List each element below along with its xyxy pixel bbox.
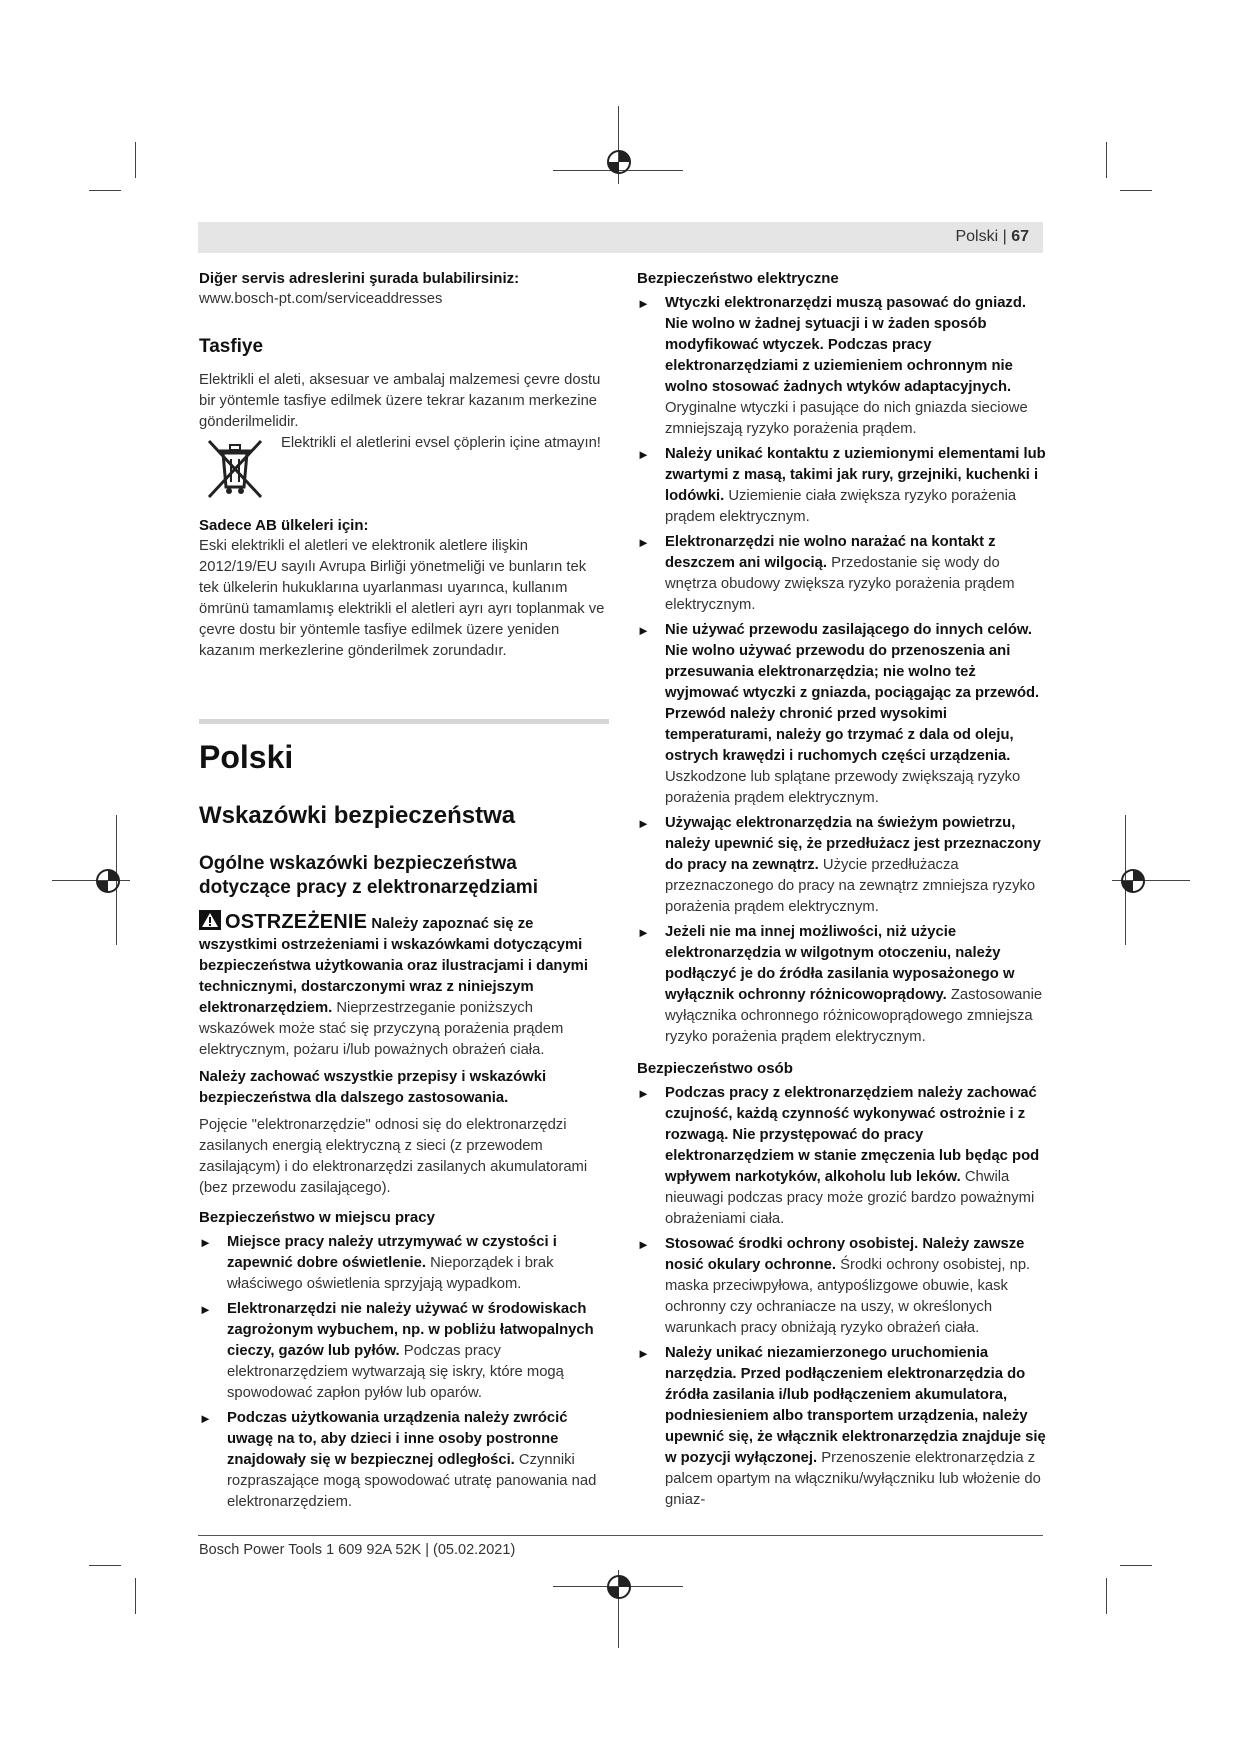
bullet-arrow-icon: ► — [637, 816, 650, 831]
bullet-arrow-icon: ► — [637, 296, 650, 311]
list-item: ► Nie używać przewodu zasilającego do innych celów. Nie wolno używać przewodu do przenoszenia ani przesuwania elektronarzędzia; nie wolno też wyjmować wtyczki z gniazda, pociągając za przewód. Przewód należy chronić przed wysokimi temperaturami, należy go trzymać z dala od oleju, ostrych krawędzi i ruchomych części urządzenia. Uszkodzone lub splątane przewody zwiększają ryzyko porażenia prądem elektrycznym. — [637, 622, 1040, 806]
list-item: ► Podczas pracy z elektronarzędziem należy zachować czujność, każdą czynność wykonywać ostrożnie i z rozwagą. Nie przystępować do pracy elektronarzędziem w stanie zmęczenia lub będąc pod wpływem narkotyków, alkoholu lub leków. Chwila nieuwagi podczas pracy może grozić bardzo poważnymi obrażeniami ciała. — [637, 1085, 1040, 1227]
warning-triangle-icon — [199, 910, 221, 930]
bullet-arrow-icon: ► — [637, 447, 650, 462]
main-title: Wskazówki bezpieczeństwa — [199, 802, 516, 829]
warning-text: Nieprzestrzeganie poniższych wskazówek może stać się przyczyną porażenia prądem elektrycznym, pożaru i/lub poważnych obrażeń ciała. — [199, 1000, 564, 1058]
bullet-arrow-icon: ► — [637, 1086, 650, 1101]
warning-paragraph — [199, 910, 609, 1061]
list-item: ► Podczas użytkowania urządzenia należy zwrócić uwagę na to, aby dzieci i inne osoby postronne znajdowały się w bezpiecznej odległości. Czynniki rozpraszające mogą spowodować utratę panowania nad elektronarzędziem. — [199, 1410, 597, 1510]
crop-mark — [1106, 142, 1107, 178]
list-item: ► Należy unikać kontaktu z uziemionymi elementami lub zwartymi z masą, takimi jak rury, grzejniki, kuchenki i lodówki. Uziemienie ciała zwiększa ryzyko porażenia prądem elektrycznym. — [637, 446, 1046, 525]
registration-mark-icon — [604, 147, 634, 177]
list-item: ► Elektronarzędzi nie wolno narażać na kontakt z deszczem ani wilgocią. Przedostanie się wody do wnętrza obudowy zwiększa ryzyko porażenia prądem elektrycznym. — [637, 534, 1015, 613]
bullet-arrow-icon: ► — [637, 1346, 650, 1361]
list-item: ► Należy unikać niezamierzonego uruchomienia narzędzia. Przed podłączeniem elektronarzędzia do źródła zasilania i/lub podłączeniem akumulatora, podniesieniem albo transportem urządzenia, należy upewnić się, że włącznik elektronarzędzia znajduje się w pozycji wyłączonej. Przenoszenie elektronarzędzia z palcem opartym na włączniku/wyłączniku lub włożenie do gniaz- — [637, 1345, 1046, 1508]
bullet-arrow-icon: ► — [637, 623, 650, 638]
weee-block — [199, 433, 609, 499]
bullet-arrow-icon: ► — [637, 535, 650, 550]
crop-mark — [1106, 1578, 1107, 1614]
crop-mark — [89, 190, 121, 191]
footer-text: Bosch Power Tools 1 609 92A 52K | (05.02.2021) — [199, 1542, 516, 1558]
header-separator: | — [1002, 228, 1007, 245]
list-item: ► Miejsce pracy należy utrzymywać w czystości i zapewnić dobre oświetlenie. Nieporządek i brak właściwego oświetlenia sprzyjają wypadkom. — [199, 1234, 557, 1292]
bullet-arrow-icon: ► — [637, 1237, 650, 1252]
personal-title: Bezpieczeństwo osób — [637, 1060, 793, 1077]
workplace-list — [199, 1232, 609, 1513]
language-title: Polski — [199, 739, 294, 775]
list-item: ► Stosować środki ochrony osobistej. Należy zawsze nosić okulary ochronne. Środki ochrony osobistej, np. maska przeciwpyłowa, antypoślizgowe obuwie, kask ochronny czy ochraniacze na uszy, w określonych warunkach pracy obniżają ryzyko obrażeń ciała. — [637, 1236, 1031, 1336]
crop-mark — [89, 1565, 121, 1566]
right-column — [637, 268, 1052, 1521]
registration-mark-icon — [604, 1572, 634, 1602]
page-number: 67 — [1011, 228, 1029, 245]
bullet-arrow-icon: ► — [199, 1411, 212, 1426]
term-definition: Pojęcie "elektronarzędzie" odnosi się do elektronarzędzi zasilanych energią elektryczną z sieci (z przewodem zasilającym) i do elektronarzędzi zasilanych akumulatorami (bez przewodu zasilającego). — [199, 1117, 588, 1196]
ab-title: Sadece AB ülkeleri için: — [199, 517, 369, 534]
registration-mark-icon — [93, 866, 123, 896]
tasfiye-title: Tasfiye — [199, 336, 264, 357]
registration-mark-icon — [1118, 866, 1148, 896]
bullet-arrow-icon: ► — [199, 1302, 212, 1317]
service-label: Diğer servis adreslerini şurada bulabilirsiniz: — [199, 270, 520, 287]
list-item: ► Jeżeli nie ma innej możliwości, niż użycie elektronarzędzia w wilgotnym otoczeniu, należy podłączyć je do źródła zasilania wyposażonego w wyłącznik ochronny różnicowoprądowy. Zastosowanie wyłącznika ochronnego różnicowoprądowego zmniejsza ryzyko porażenia prądem elektrycznym. — [637, 924, 1043, 1045]
electric-list — [637, 293, 1052, 1048]
weee-text: Elektrikli el aletlerini evsel çöplerin içine atmayın! — [281, 435, 601, 451]
bullet-arrow-icon: ► — [637, 925, 650, 940]
list-item: ► Używając elektronarzędzia na świeżym powietrzu, należy upewnić się, że przedłużacz jest przeznaczony do pracy na zewnątrz. Użycie przedłużacza przeznaczonego do pracy na zewnątrz zmniejsza ryzyko porażenia prądem elektrycznym. — [637, 815, 1041, 915]
bullet-arrow-icon: ► — [199, 1235, 212, 1250]
crossed-bin-icon — [199, 437, 271, 499]
crop-mark — [135, 1578, 136, 1614]
personal-list — [637, 1083, 1052, 1511]
tasfiye-text: Elektrikli el aleti, aksesuar ve ambalaj malzemesi çevre dostu bir yöntemle tasfiye edilmek üzere tekrar kazanım merkezine gönderilmelidir. — [199, 372, 601, 430]
general-title: Ogólne wskazówki bezpieczeństwa dotyczące pracy z elektronarzędziami — [199, 853, 538, 898]
list-item: ► Wtyczki elektronarzędzi muszą pasować do gniazd. Nie wolno w żadnej sytuacji i w żaden sposób modyfikować wtyczek. Podczas pracy elektronarzędziami z uziemieniem ochronnym nie wolno stosować żadnych wtyków adaptacyjnych. Oryginalne wtyczki i pasujące do nich gniazda sieciowe zmniejszają ryzyko porażenia prądem. — [637, 295, 1028, 437]
warning-label: OSTRZEŻENIE — [199, 911, 367, 933]
header-bar — [198, 222, 1043, 253]
footer-rule — [198, 1535, 1043, 1536]
crop-mark — [135, 142, 136, 178]
ab-text: Eski elektrikli el aletleri ve elektronik aletlere ilişkin 2012/19/EU sayılı Avrupa Birliği yönetmeliği ve bunların tek tek ülkelerin hukuklarına uyarlanması uyarınca, kullanım ömrünü tamamlamış elektrikli el aletleri ayrı ayrı toplanmak ve çevre dostu bir yöntemle tasfiye edilmek üzere yeniden kazanım merkezlerine gönderilmek zorundadır. — [199, 538, 605, 659]
crop-mark — [1120, 190, 1152, 191]
crop-mark — [1120, 1565, 1152, 1566]
left-column — [199, 268, 609, 1523]
running-head — [955, 228, 1029, 246]
section-divider — [199, 719, 609, 724]
header-language: Polski — [955, 228, 999, 245]
electric-title: Bezpieczeństwo elektryczne — [637, 270, 839, 287]
keep-instructions: Należy zachować wszystkie przepisy i wskazówki bezpieczeństwa dla dalszego zastosowania. — [199, 1069, 547, 1106]
warning-bold: Należy zapoznać się ze wszystkimi ostrzeżeniami i wskazówkami dotyczącymi bezpieczeństwa użytkowania oraz ilustracjami i danymi technicznymi, dostarczonymi wraz z niniejszym elektronarzędziem. — [199, 916, 588, 1016]
service-url: www.bosch-pt.com/serviceaddresses — [199, 291, 443, 307]
workplace-title: Bezpieczeństwo w miejscu pracy — [199, 1209, 435, 1226]
list-item: ► Elektronarzędzi nie należy używać w środowiskach zagrożonym wybuchem, np. w pobliżu łatwopalnych cieczy, gazów lub pyłów. Podczas pracy elektronarzędziem wytwarzają się iskry, które mogą spowodować zapłon pyłów lub oparów. — [199, 1301, 594, 1401]
